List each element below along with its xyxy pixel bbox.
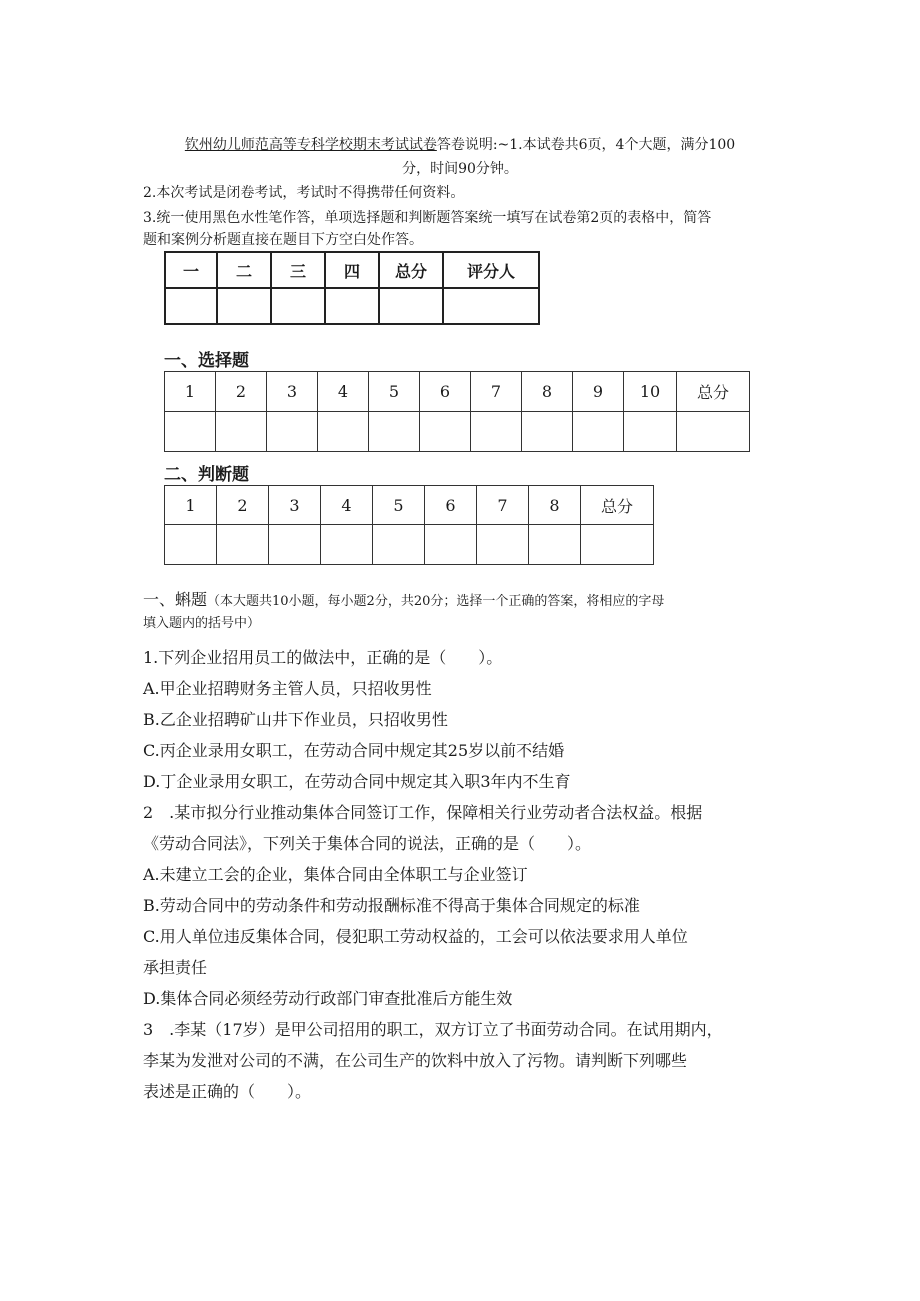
choice-number-cell: 9	[573, 372, 624, 412]
question-stem-line: 《劳动合同法》，下列关于集体合同的说法，正确的是（ ）。	[143, 834, 592, 853]
question-option: A.未建立工会的企业，集体合同由全体职工与企业签订	[143, 865, 528, 884]
score-table	[164, 251, 540, 325]
question-option: A.甲企业招聘财务主管人员，只招收男性	[143, 679, 432, 698]
choice-section-label: 一、选择题	[164, 351, 249, 371]
choice-number-cell: 2	[216, 372, 267, 412]
score-input-cell[interactable]	[165, 288, 217, 324]
choice-number-cell: 3	[267, 372, 318, 412]
choice-answer-cell[interactable]	[624, 412, 677, 452]
judge-answer-row	[165, 525, 654, 565]
choice-answer-table	[164, 371, 750, 452]
choice-answer-cell[interactable]	[522, 412, 573, 452]
judge-section-label: 二、判断题	[164, 465, 249, 485]
judge-number-cell: 4	[321, 486, 373, 525]
score-input-cell[interactable]	[379, 288, 443, 324]
part-one-heading	[143, 588, 793, 614]
choice-answer-cell[interactable]	[677, 412, 750, 452]
score-input-cell[interactable]	[271, 288, 325, 324]
judge-number-cell: 3	[269, 486, 321, 525]
score-header-cell: 四	[325, 252, 379, 288]
header-line-2: 分，时间90分钟。	[402, 161, 518, 177]
choice-header-row	[165, 372, 750, 412]
choice-number-cell: 10	[624, 372, 677, 412]
judge-answer-cell[interactable]	[581, 525, 654, 565]
choice-answer-cell[interactable]	[267, 412, 318, 452]
judge-answer-cell[interactable]	[165, 525, 217, 565]
score-header-cell: 二	[217, 252, 271, 288]
question-option-cont: 承担责任	[143, 958, 208, 977]
header-line-1	[140, 133, 780, 157]
judge-number-cell: 1	[165, 486, 217, 525]
judge-number-cell: 6	[425, 486, 477, 525]
question-option: C.用人单位违反集体合同，侵犯职工劳动权益的，工会可以依法要求用人单位	[143, 927, 688, 946]
judge-total-cell: 总分	[581, 486, 654, 525]
choice-total-cell: 总分	[677, 372, 750, 412]
choice-answer-cell[interactable]	[573, 412, 624, 452]
part-one-instructions: （本大题共10小题，每小题2分，共20分；选择一个正确的答案，将相应的字母	[207, 594, 665, 609]
judge-answer-table	[164, 485, 654, 565]
judge-number-cell: 8	[529, 486, 581, 525]
choice-number-cell: 4	[318, 372, 369, 412]
judge-answer-cell[interactable]	[529, 525, 581, 565]
note-2: 2.本次考试是闭卷考试，考试时不得携带任何资料。	[143, 185, 465, 201]
instructions-lead: 答卷说明:~1.本试卷共6页，4个大题，满分100	[436, 137, 736, 153]
choice-answer-row	[165, 412, 750, 452]
choice-answer-cell[interactable]	[216, 412, 267, 452]
choice-number-cell: 7	[471, 372, 522, 412]
choice-number-cell: 8	[522, 372, 573, 412]
judge-answer-cell[interactable]	[321, 525, 373, 565]
score-header-cell: 总分	[379, 252, 443, 288]
score-input-cell[interactable]	[443, 288, 539, 324]
score-header-cell: 三	[271, 252, 325, 288]
judge-answer-cell[interactable]	[217, 525, 269, 565]
question-stem-line: 1.下列企业招用员工的做法中，正确的是（ ）。	[143, 648, 503, 667]
question-list	[143, 642, 783, 1107]
judge-answer-cell[interactable]	[425, 525, 477, 565]
choice-answer-cell[interactable]	[471, 412, 522, 452]
part-one-title: 一、蝌题	[143, 590, 208, 609]
question-option: D.集体合同必须经劳动行政部门审查批准后方能生效	[143, 989, 513, 1008]
choice-answer-cell[interactable]	[369, 412, 420, 452]
choice-number-cell: 1	[165, 372, 216, 412]
score-header-row	[165, 252, 539, 288]
score-input-cell[interactable]	[217, 288, 271, 324]
score-input-row	[165, 288, 539, 324]
part-one-instructions-cont: 填入题内的括号中）	[143, 616, 261, 631]
question-option: B.乙企业招聘矿山井下作业员，只招收男性	[143, 710, 448, 729]
judge-number-cell: 5	[373, 486, 425, 525]
judge-answer-cell[interactable]	[269, 525, 321, 565]
score-header-cell: 一	[165, 252, 217, 288]
judge-header-row	[165, 486, 654, 525]
choice-answer-cell[interactable]	[165, 412, 216, 452]
question-stem-line: 李某为发泄对公司的不满，在公司生产的饮料中放入了污物。请判断下列哪些	[143, 1051, 688, 1070]
school-exam-title: 钦州幼儿师范高等专科学校期末考试试卷	[184, 137, 437, 153]
question-option: B.劳动合同中的劳动条件和劳动报酬标准不得高于集体合同规定的标准	[143, 896, 640, 915]
choice-number-cell: 6	[420, 372, 471, 412]
choice-number-cell: 5	[369, 372, 420, 412]
judge-number-cell: 2	[217, 486, 269, 525]
question-option: C.丙企业录用女职工，在劳动合同中规定其25岁以前不结婚	[143, 741, 565, 760]
choice-answer-cell[interactable]	[420, 412, 471, 452]
question-2	[143, 797, 783, 1014]
exam-header	[140, 133, 780, 181]
question-stem-line: 表述是正确的（ ）。	[143, 1082, 312, 1101]
score-input-cell[interactable]	[325, 288, 379, 324]
question-stem-line: 3 .李某（17岁）是甲公司招用的职工，双方订立了书面劳动合同。在试用期内，	[143, 1020, 723, 1039]
question-1	[143, 642, 783, 797]
note-3b: 题和案例分析题直接在题目下方空白处作答。	[143, 232, 423, 248]
judge-answer-cell[interactable]	[477, 525, 529, 565]
question-option: D.丁企业录用女职工，在劳动合同中规定其入职3年内不生育	[143, 772, 571, 791]
question-3	[143, 1014, 783, 1107]
judge-number-cell: 7	[477, 486, 529, 525]
question-stem-line: 2 .某市拟分行业推动集体合同签订工作，保障相关行业劳动者合法权益。根据	[143, 803, 703, 822]
choice-answer-cell[interactable]	[318, 412, 369, 452]
judge-answer-cell[interactable]	[373, 525, 425, 565]
score-header-cell: 评分人	[443, 252, 539, 288]
note-3a: 3.统一使用黑色水性笔作答，单项选择题和判断题答案统一填写在试卷第2页的表格中，简答	[143, 210, 712, 226]
